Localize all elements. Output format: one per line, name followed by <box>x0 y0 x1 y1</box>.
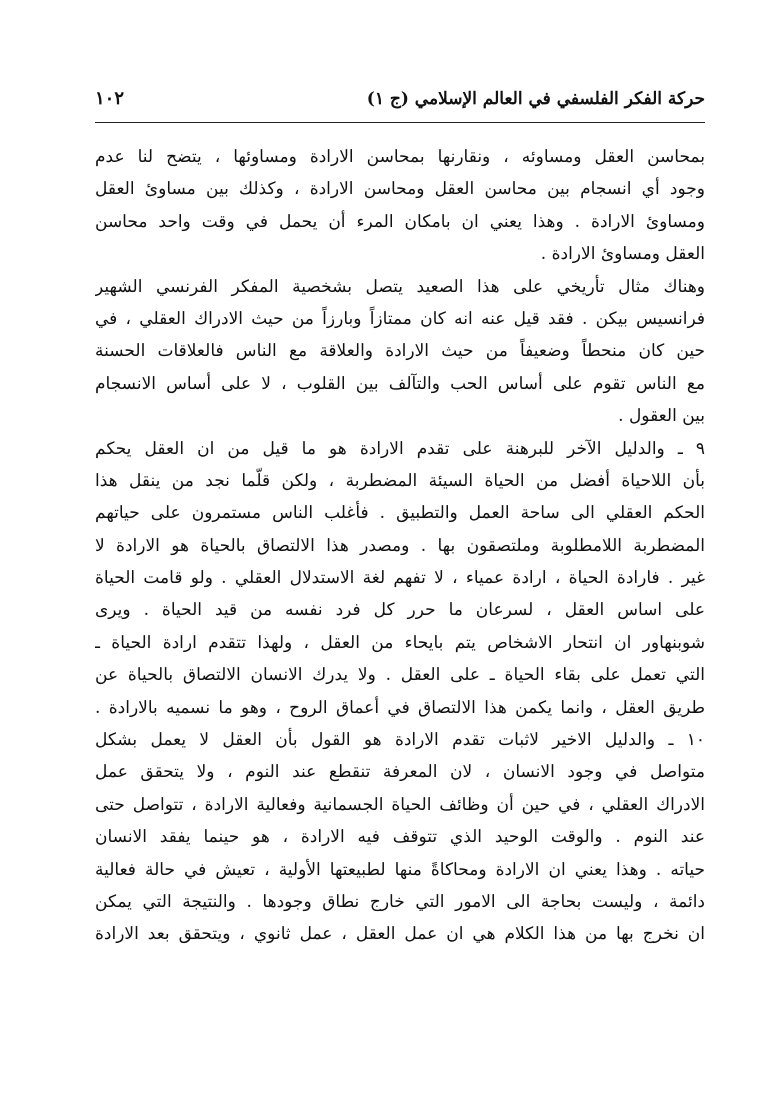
text-line: ومساوئ الارادة . وهذا يعني ان بامكان المرء أن يحمل في وقت واحد محاسن <box>95 211 705 232</box>
text-line: الحكم العقلي الى ساحة العمل والتطبيق . فأغلب الناس مستمرون على حياتهم <box>95 503 705 524</box>
text-line: مع الناس تقوم على أساس الحب والتآلف بين القلوب ، لا على أساس الانسجام <box>95 373 705 394</box>
text-line: التي تعمل على بقاء الحياة ـ على العقل . ولا يدرك الانسان الالتصاق بالحياة عن <box>95 665 705 686</box>
book-page <box>95 88 705 951</box>
page-number: ١٠٢ <box>95 88 125 109</box>
text-line: وهناك مثال تأريخي على هذا الصعيد يتصل بشخصية المفكر الفرنسي الشهير <box>95 276 705 297</box>
text-line: الادراك العقلي ، في حين أن وظائف الحياة الجسمانية وفعالية الارادة ، تتواصل حتى <box>95 794 705 815</box>
running-header <box>95 88 705 123</box>
text-line: ٩ ـ والدليل الآخر للبرهنة على تقدم الارادة هو ما قيل من ان العقل يحكم <box>95 438 705 459</box>
header-title: حركة الفكر الفلسفي في العالم الإسلامي (ج ١) <box>366 89 705 109</box>
text-line: فرانسيس بيكن . فقد قيل عنه انه كان ممتازاً وبارزاً من حيث الادراك العقلي ، في <box>95 308 705 329</box>
text-line: ١٠ ـ والدليل الاخير لاثبات تقدم الارادة هو القول بأن العقل لا يعمل بشكل <box>95 730 705 751</box>
text-line: وجود أي انسجام بين محاسن العقل ومحاسن الارادة ، وكذلك بين مساوئ العقل <box>95 179 705 200</box>
text-line: حين كان منحطاً وضعيفاً من حيث الارادة والعلاقة مع الناس فالعلاقات الحسنة <box>95 341 705 362</box>
text-line: عند النوم . والوقت الوحيد الذي تتوقف فيه الارادة ، هو حينما يفقد الانسان <box>95 827 705 848</box>
body-text <box>95 141 705 951</box>
text-line: بين العقول . <box>618 406 705 427</box>
text-line: بمحاسن العقل ومساوئه ، ونقارنها بمحاسن الارادة ومساوئها ، يتضح لنا عدم <box>95 147 705 167</box>
text-line: غير . فارادة الحياة ، ارادة عمياء ، لا تفهم لغة الاستدلال العقلي . ولو قامت الحياة <box>95 568 705 589</box>
text-line: ان نخرج بها من هذا الكلام هي ان عمل العقل ، عمل ثانوي ، ويتحقق بعد الارادة <box>95 924 705 945</box>
text-line: طريق العقل ، وانما يكمن هذا الالتصاق في أعماق الروح ، وهو ما نسميه بالارادة . <box>95 697 705 718</box>
text-line: على اساس العقل ، لسرعان ما حرر كل فرد نفسه من قيد الحياة . ويرى <box>95 600 705 621</box>
text-line: شوبنهاور ان انتحار الاشخاص يتم بايحاء من العقل ، ولهذا تتقدم ارادة الحياة ـ <box>95 632 705 653</box>
text-line: حياته . وهذا يعني ان الارادة ومحاكاةً منها لطبيعتها الأولية ، تعيش في حالة فعالية <box>95 859 705 880</box>
text-line: متواصل في وجود الانسان ، لان المعرفة تنقطع عند النوم ، ولا يتحقق عمل <box>95 762 705 783</box>
text-line: المضطربة اللامطلوبة وملتصقون بها . ومصدر هذا الالتصاق بالحياة هو الارادة لا <box>95 535 705 556</box>
text-line: بأن اللاحياة أفضل من الحياة السيئة المضطربة ، ولكن قلّما نجد من ينقل هذا <box>95 470 705 491</box>
text-line: العقل ومساوئ الارادة . <box>540 244 705 265</box>
text-line: دائمة ، وليست بحاجة الى الامور التي خارج نطاق وجودها . والنتيجة التي يمكن <box>95 891 705 912</box>
